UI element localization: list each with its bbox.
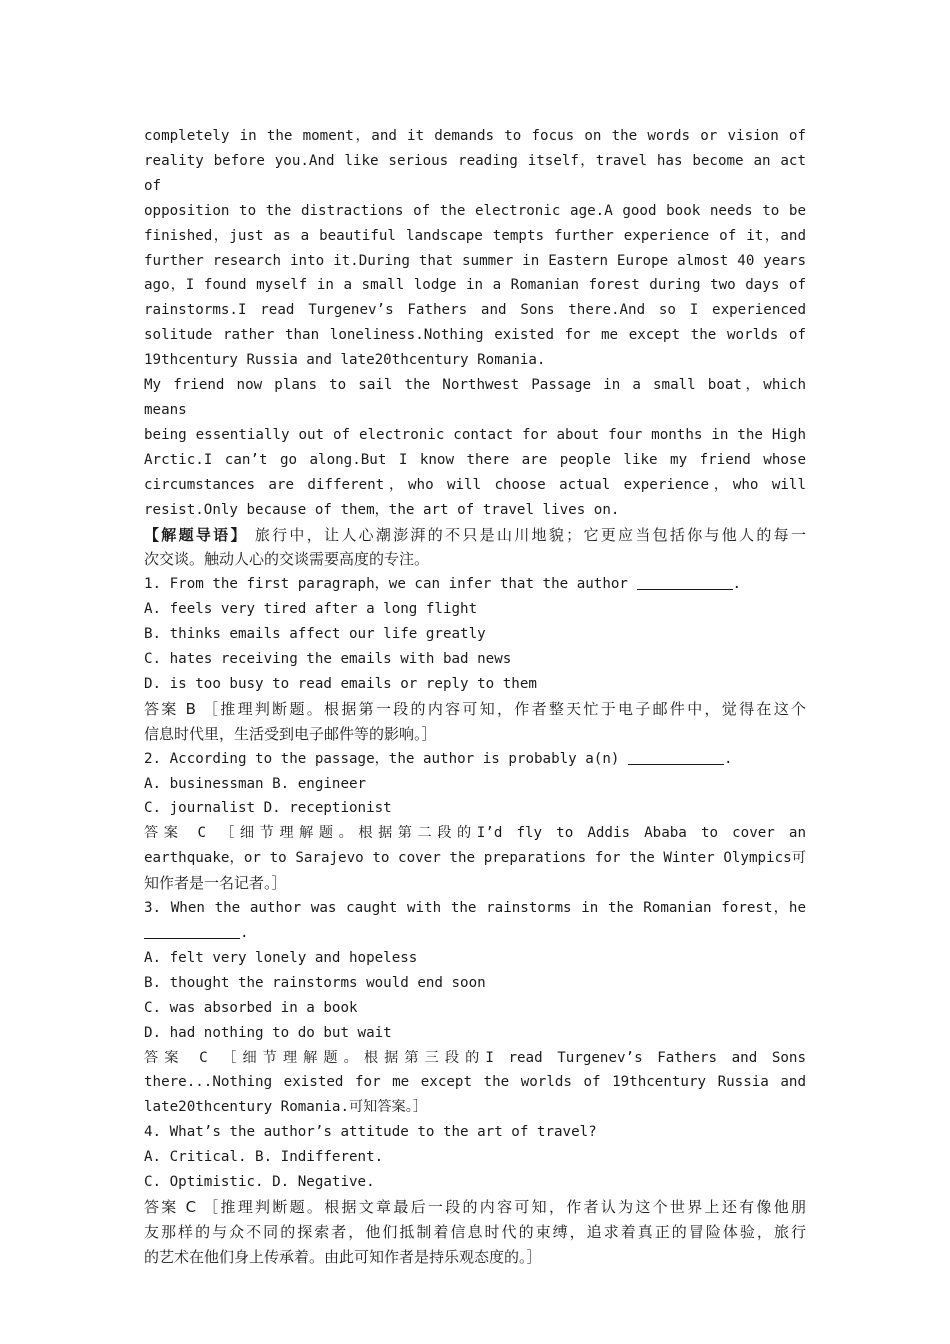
option-c: C. hates receiving the emails with bad news [144,651,512,668]
question-2 [144,747,806,896]
passage-paragraph-2 [144,373,806,522]
answer-explanation-line-1: 答案 C ［细节理解题。根据第二段的I’d fly to Addis Ababa to cover an [144,825,806,842]
answer-explanation-line-1: 答案 B ［推理判断题。根据第一段的内容可知，作者整天忙于电子邮件中，觉得在这个 [144,699,806,718]
answer-explanation-line-2: 信息时代里，生活受到电子邮件等的影响。］ [144,724,437,743]
option-b: B. thought the rainstorms would end soon [144,974,486,991]
text-line: reality before you.And like serious reading itself，travel has become an act of [144,152,806,194]
question-stem-end: . [240,925,249,941]
option-c: C. was absorbed in a book [144,999,358,1016]
options-cd: C. Optimistic. D. Negative. [144,1174,375,1191]
text-line: Arctic.I can’t go along.But I know there are people like my friend whose [144,451,806,468]
options-cd: C. journalist D. receptionist [144,800,392,817]
question-stem-end: . [723,750,733,767]
answer-explanation-line-3: 的艺术在他们身上传承着。由此可知作者是持乐观态度的。］ [144,1247,542,1266]
solution-guide [144,523,806,573]
text-line: ago，I found myself in a small lodge in a Romanian forest during two days of [144,277,806,294]
guide-label: 【解题导语】 [144,525,248,544]
options-ab: A. Critical. B. Indifferent. [144,1149,384,1166]
text-line: My friend now plans to sail the Northwest Passage in a small boat，which means [144,377,806,418]
text-line: 19thcentury Russia and late20thcentury Romania. [144,352,546,369]
options-ab: A. businessman B. engineer [144,775,367,792]
guide-text-line-1: 旅行中，让人心潮澎湃的不只是山川地貌；它更应当包括你与他人的每一 [254,525,806,544]
text-line: circumstances are different，who will choose actual experience，who will [144,476,806,493]
question-stem: 3. When the author was caught with the rainstorms in the Romanian forest，he [144,900,806,917]
option-d: D. had nothing to do but wait [144,1024,392,1041]
question-stem: 4. What’s the author’s attitude to the art of travel? [144,1124,597,1141]
answer-explanation-line-1: 答案 C ［细节理解题。根据第三段的I read Turgenev’s Fathers and Sons [144,1049,806,1066]
answer-explanation-line-2: there...Nothing existed for me except the worlds of 19thcentury Russia and [144,1074,806,1091]
option-a: A. felt very lonely and hopeless [144,949,418,966]
document-content [144,124,806,1270]
option-a: A. feels very tired after a long flight [144,601,478,618]
text-line: being essentially out of electronic contact for about four months in the High [144,426,806,443]
answer-explanation-line-1: 答案 C ［推理判断题。根据文章最后一段的内容可知，作者认为这个世界上还有像他朋 [144,1197,806,1216]
text-line: resist.Only because of them，the art of travel lives on. [144,501,620,518]
text-line: finished，just as a beautiful landscape tempts further experience of it，and [144,227,806,244]
answer-explanation-line-3: late20thcentury Romania.可知答案。］ [144,1099,428,1116]
text-line: completely in the moment，and it demands to focus on the words or vision of [144,128,806,144]
text-line: rainstorms.I read Turgenev’s Fathers and Sons there.And so I experienced [144,302,806,319]
question-4 [144,1120,806,1269]
text-line: further research into it.During that summer in Eastern Europe almost 40 years [144,252,806,269]
question-3 [144,896,806,1120]
option-b: B. thinks emails affect our life greatly [144,626,486,643]
answer-blank [637,575,733,590]
text-line: solitude rather than loneliness.Nothing existed for me except the worlds of [144,327,806,344]
answer-blank [628,750,724,765]
answer-explanation-line-2: 友那样的与众不同的探索者，他们抵制着信息时代的束缚，追求着真正的冒险体验，旅行 [144,1222,806,1241]
guide-text-line-2: 次交谈。触动人心的交谈需要高度的专注。 [144,550,430,569]
answer-explanation-line-3: 知作者是一名记者。］ [144,874,287,893]
question-1 [144,572,806,746]
answer-blank [144,924,240,939]
question-stem: 1. From the first paragraph，we can infer that the author [144,576,628,593]
passage-paragraph-1 [144,124,806,373]
question-stem-end: . [732,576,742,593]
answer-explanation-line-2: earthquake，or to Sarajevo to cover the preparations for the Winter Olympics可 [144,850,806,867]
question-stem: 2. According to the passage，the author is probably a(n) [144,750,620,767]
text-line: opposition to the distractions of the electronic age.A good book needs to be [144,202,806,219]
option-d: D. is too busy to read emails or reply to them [144,675,537,692]
